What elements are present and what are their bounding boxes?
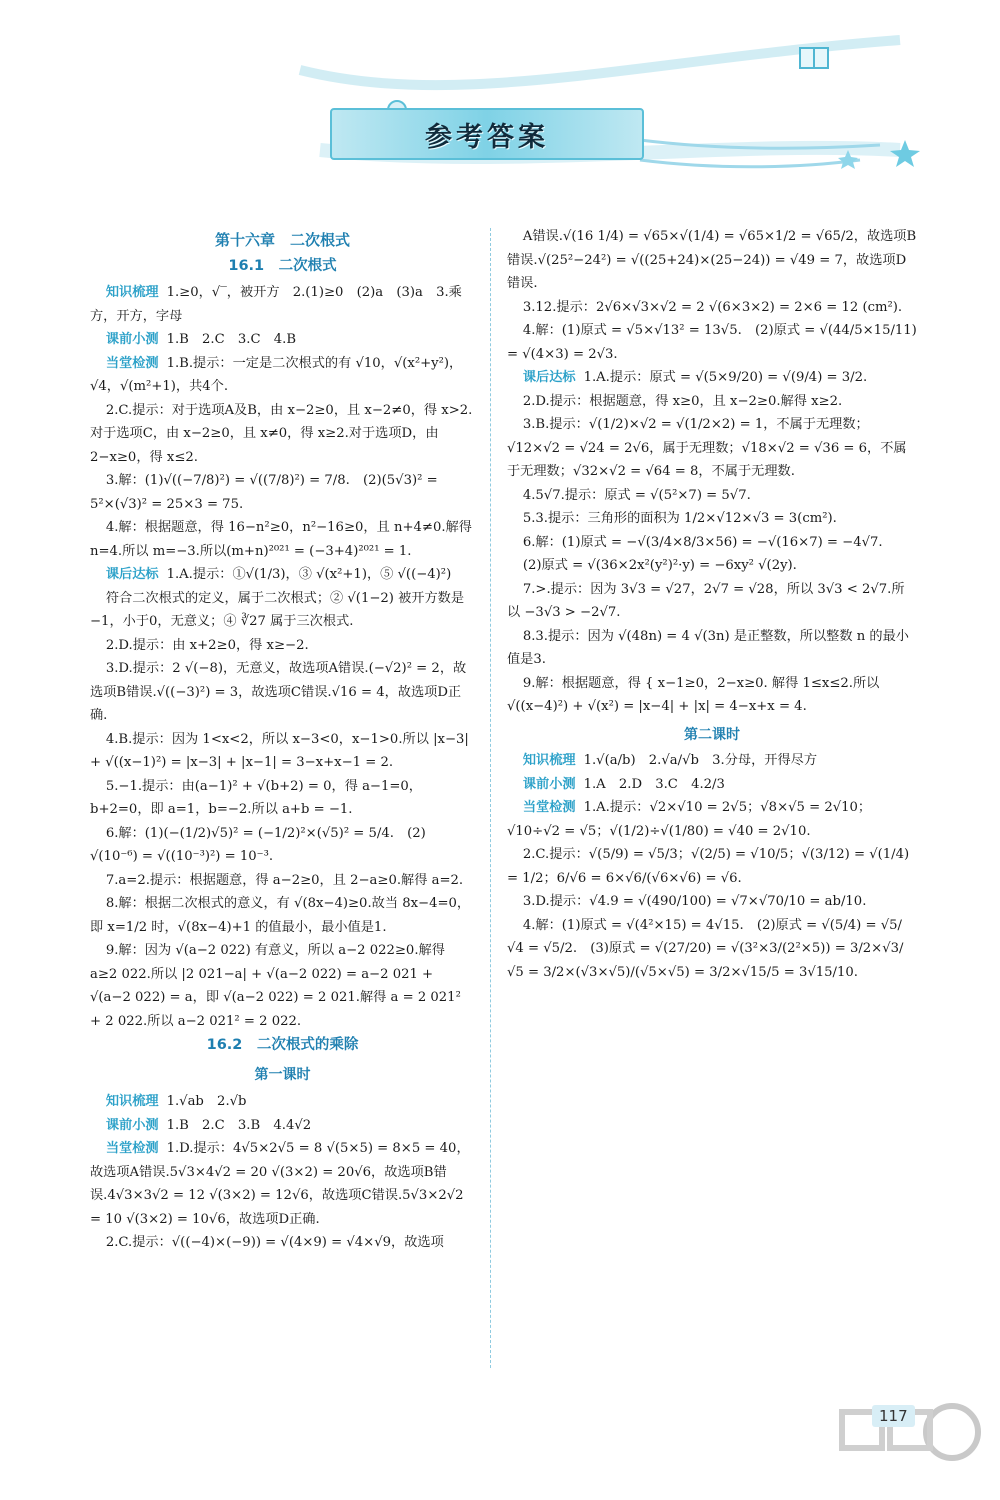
answer-paragraph	[90, 634, 475, 658]
answer-paragraph	[507, 890, 917, 914]
answer-text: 1.B.提示：一定是二次根式的有 √10，√(x²+y²)，√4，√(m²+1)，共4个.	[90, 355, 463, 395]
answer-paragraph	[90, 869, 475, 893]
answer-text: 2.D.提示：由 x+2≥0，得 x≥−2.	[105, 637, 309, 653]
answer-paragraph	[90, 516, 475, 563]
answer-paragraph	[90, 1114, 475, 1138]
left-column	[90, 225, 475, 1255]
answer-text: 第十六章 二次根式	[214, 231, 350, 249]
chapter-title	[90, 227, 475, 254]
answer-text: 1.A 2.D 3.C 4.2/3	[583, 776, 725, 792]
answer-text: 符合二次根式的定义，属于二次根式；② √(1−2) 被开方数是−1，小于0，无意义；④ ∛27 属于三次根式.	[90, 590, 465, 630]
answer-text: 8.解：根据二次根式的意义，有 √(8x−4)≥0.故当 8x−4=0，即 x=1/2 时，√(8x−4)+1 的值最小，最小值是1.	[90, 896, 471, 935]
answer-paragraph	[90, 892, 475, 939]
answer-paragraph	[507, 225, 917, 296]
answer-paragraph	[90, 1231, 475, 1255]
section-title	[90, 1033, 475, 1059]
lesson-title	[90, 1063, 475, 1088]
answer-text: 4.解：(1)原式 = √5×√13² = 13√5. (2)原式 = √(44/5×15/11) = √(4×3) = 2√3.	[507, 323, 917, 362]
answer-paragraph	[90, 939, 475, 1033]
section-tag: 课后达标	[105, 567, 159, 583]
answer-paragraph	[507, 390, 917, 414]
banner-decoration	[0, 0, 1000, 210]
answer-text: 6.解：(1)原式 = −√(3/4×8/3×56) = −√(16×7) = −4√7.	[522, 534, 883, 550]
answer-text: 4.B.提示：因为 1<x<2，所以 x−3<0，x−1>0.所以 |x−3| + √((x−1)²) = |x−3| + |x−1| = 3−x+x−1 = 2.	[90, 731, 469, 771]
answer-paragraph	[507, 296, 917, 320]
answer-text: 1.B 2.C 3.C 4.B	[166, 332, 297, 348]
answer-paragraph	[507, 914, 917, 985]
answer-text: 3.12.提示：2√6×√3×√2 = 2 √(6×3×2) = 2×6 = 12 (cm²).	[522, 299, 903, 315]
section-tag: 知识梳理	[522, 753, 576, 769]
answer-paragraph	[507, 413, 917, 484]
answer-text: (2)原式 = √(36×2x²(y²)²·y) = −6xy² √(2y).	[522, 558, 797, 573]
answer-text: A错误.√(16 1/4) = √65×√(1/4) = √65×1/2 = √65/2，故选项B错误.√(25²−24²) = √((25+24)×(25−24)) = √49 = 7，故选项D错误.	[507, 229, 917, 291]
answer-paragraph	[90, 1137, 475, 1231]
section-tag: 知识梳理	[105, 1094, 159, 1110]
answer-paragraph	[507, 319, 917, 366]
answer-paragraph	[507, 507, 917, 531]
answer-text: 第二课时	[684, 726, 740, 743]
answer-paragraph	[507, 672, 917, 719]
answer-text: 1.A.提示：①√(1/3)，③ √(x²+1)，⑤ √((−4)²)	[166, 567, 452, 583]
answer-paragraph	[90, 328, 475, 352]
section-tag: 课前小测	[105, 332, 159, 348]
lesson-title	[507, 723, 917, 748]
section-tag: 当堂检测	[522, 800, 576, 816]
answer-paragraph	[90, 563, 475, 587]
answer-text: 9.解：根据题意，得 { x−1≥0，2−x≥0. 解得 1≤x≤2.所以 √((x−4)²) + √(x²) = |x−4| + |x| = 4−x+x = 4.	[507, 675, 880, 714]
answer-text: 4.解：根据题意，得 16−n²≥0，n²−16≥0，且 n+4≠0.解得 n=4.所以 m=−3.所以(m+n)²⁰²¹ = (−3+4)²⁰²¹ = 1.	[90, 520, 472, 559]
answer-text: 1.A.提示：原式 = √(5×9/20) = √(9/4) = 3/2.	[583, 370, 868, 385]
book-icon	[800, 48, 828, 68]
answer-paragraph	[90, 775, 475, 822]
header-banner	[0, 0, 1000, 210]
answer-paragraph	[507, 625, 917, 672]
answer-text: 8.3.提示：因为 √(48n) = 4 √(3n) 是正整数，所以整数 n 的最小值是3.	[507, 628, 909, 667]
section-tag: 课前小测	[522, 776, 576, 792]
answer-text: 2.D.提示：根据题意，得 x≥0，且 x−2≥0.解得 x≥2.	[522, 393, 843, 409]
answer-text: 1.D.提示：4√5×2√5 = 8 √(5×5) = 8×5 = 40，故选项A错误.5√3×4√2 = 20 √(3×2) = 20√6，故选项B错误.4√3×3√2 = 12 √(3×2) = 12√6，故选项C错误.5√3×2√2 = 10 √(3×2) = 10√6，故选项D正确.	[90, 1141, 470, 1227]
answer-text: 3.解：(1)√((−7/8)²) = √((7/8)²) = 7/8. (2)(5√3)² = 5²×(√3)² = 25×3 = 75.	[90, 473, 438, 512]
answer-paragraph	[507, 773, 917, 797]
answer-text: 1.√ab 2.√b	[166, 1094, 247, 1110]
answer-text: 6.解：(1)(−(1/2)√5)² = (−1/2)²×(√5)² = 5/4. (2) √(10⁻⁶) = √((10⁻³)²) = 10⁻³.	[90, 825, 426, 865]
page-number: 117	[872, 1405, 915, 1427]
answer-text: 4.5√7.提示：原式 = √(5²×7) = 5√7.	[522, 487, 751, 503]
answer-paragraph	[90, 1090, 475, 1114]
answer-text: 16.1 二次根式	[228, 257, 337, 274]
section-tag: 课前小测	[105, 1117, 159, 1133]
answer-paragraph	[507, 531, 917, 555]
column-divider	[490, 228, 491, 1368]
answer-paragraph	[90, 728, 475, 775]
section-tag: 当堂检测	[105, 355, 159, 371]
answer-text: 1.A.提示：√2×√10 = 2√5；√8×√5 = 2√10；√10÷√2 = √5；√(1/2)÷√(1/80) = √40 = 2√10.	[507, 800, 872, 839]
answer-paragraph	[90, 399, 475, 470]
answer-paragraph	[507, 843, 917, 890]
page-title: 参考答案	[330, 108, 644, 160]
answer-paragraph	[507, 554, 917, 578]
answer-text: 3.D.提示：2 √(−8)，无意义，故选项A错误.(−√2)² = 2，故选项B错误.√((−3)²) = 3，故选项C错误.√16 = 4，故选项D正确.	[90, 661, 467, 724]
answer-paragraph	[90, 469, 475, 516]
answer-paragraph	[90, 822, 475, 869]
answer-paragraph	[507, 578, 917, 625]
section-tag: 知识梳理	[105, 285, 159, 301]
section-title	[90, 254, 475, 280]
section-tag: 当堂检测	[105, 1141, 159, 1157]
answer-paragraph	[90, 281, 475, 328]
answer-text: 1.≥0，√‾，被开方 2.(1)≥0 (2)a (3)a 3.乘方，开方，字母	[90, 285, 462, 324]
answer-paragraph	[507, 796, 917, 843]
answer-paragraph	[507, 484, 917, 508]
answer-text: 3.B.提示：√(1/2)×√2 = √(1/2×2) = 1，不属于无理数；√12×√2 = √24 = 2√6，属于无理数；√18×√2 = √36 = 6，不属于无理数；√32×√2 = √64 = 8，不属于无理数.	[507, 417, 907, 479]
answer-text: 第一课时	[254, 1067, 311, 1084]
answer-paragraph	[90, 352, 475, 399]
answer-text: 3.D.提示：√4.9 = √(490/100) = √7×√70/10 = ab/10.	[522, 894, 867, 910]
answer-paragraph	[90, 587, 475, 634]
answer-text: 16.2 二次根式的乘除	[206, 1037, 359, 1054]
right-column	[507, 225, 917, 984]
answer-paragraph	[507, 366, 917, 390]
answer-text: 1.√(a/b) 2.√a/√b 3.分母，开得尽方	[583, 753, 818, 769]
answer-text: 7.>.提示：因为 3√3 = √27，2√7 = √28，所以 3√3 < 2√7.所以 −3√3 > −2√7.	[507, 581, 905, 620]
answer-text: 2.C.提示：√(5/9) = √5/3；√(2/5) = √10/5；√(3/12) = √(1/4) = 1/2；6/√6 = 6×√6/(√6×√6) = √6.	[507, 847, 910, 886]
answer-text: 2.C.提示：对于选项A及B，由 x−2≥0，且 x−2≠0，得 x>2.对于选项C，由 x−2≥0，且 x≠0，得 x≥2.对于选项D，由 2−x≥0，得 x≤2.	[90, 402, 473, 465]
answer-text: 4.解：(1)原式 = √(4²×15) = 4√15. (2)原式 = √(5/4) = √5/√4 = √5/2. (3)原式 = √(27/20) = √(3²×3/(2²×5)) = 3/2×√3/√5 = 3/2×(√3×√5)/(√5×√5) = 3/2×√15/5 = 3√15/10.	[507, 917, 904, 980]
answer-text: 5.3.提示：三角形的面积为 1/2×√12×√3 = 3(cm²).	[522, 511, 837, 526]
answer-paragraph	[90, 657, 475, 728]
answer-text: 9.解：因为 √(a−2 022) 有意义，所以 a−2 022≥0.解得 a≥2 022.所以 |2 021−a| + √(a−2 022) = a−2 021 + √(a−2 022) = a，即 √(a−2 022) = 2 021.解得 a = 2 021² + 2 022.所以 a−2 021² = 2 022.	[90, 943, 461, 1029]
answer-text: 1.B 2.C 3.B 4.4√2	[166, 1117, 312, 1133]
section-tag: 课后达标	[522, 370, 576, 385]
answer-text: 5.−1.提示：由(a−1)² + √(b+2) = 0，得 a−1=0，b+2=0，即 a=1，b=−2.所以 a+b = −1.	[90, 778, 422, 818]
answer-text: 7.a=2.提示：根据题意，得 a−2≥0，且 2−a≥0.解得 a=2.	[105, 872, 464, 888]
answer-text: 2.C.提示：√((−4)×(−9)) = √(4×9) = √4×√9，故选项	[105, 1235, 444, 1251]
answer-paragraph	[507, 749, 917, 773]
